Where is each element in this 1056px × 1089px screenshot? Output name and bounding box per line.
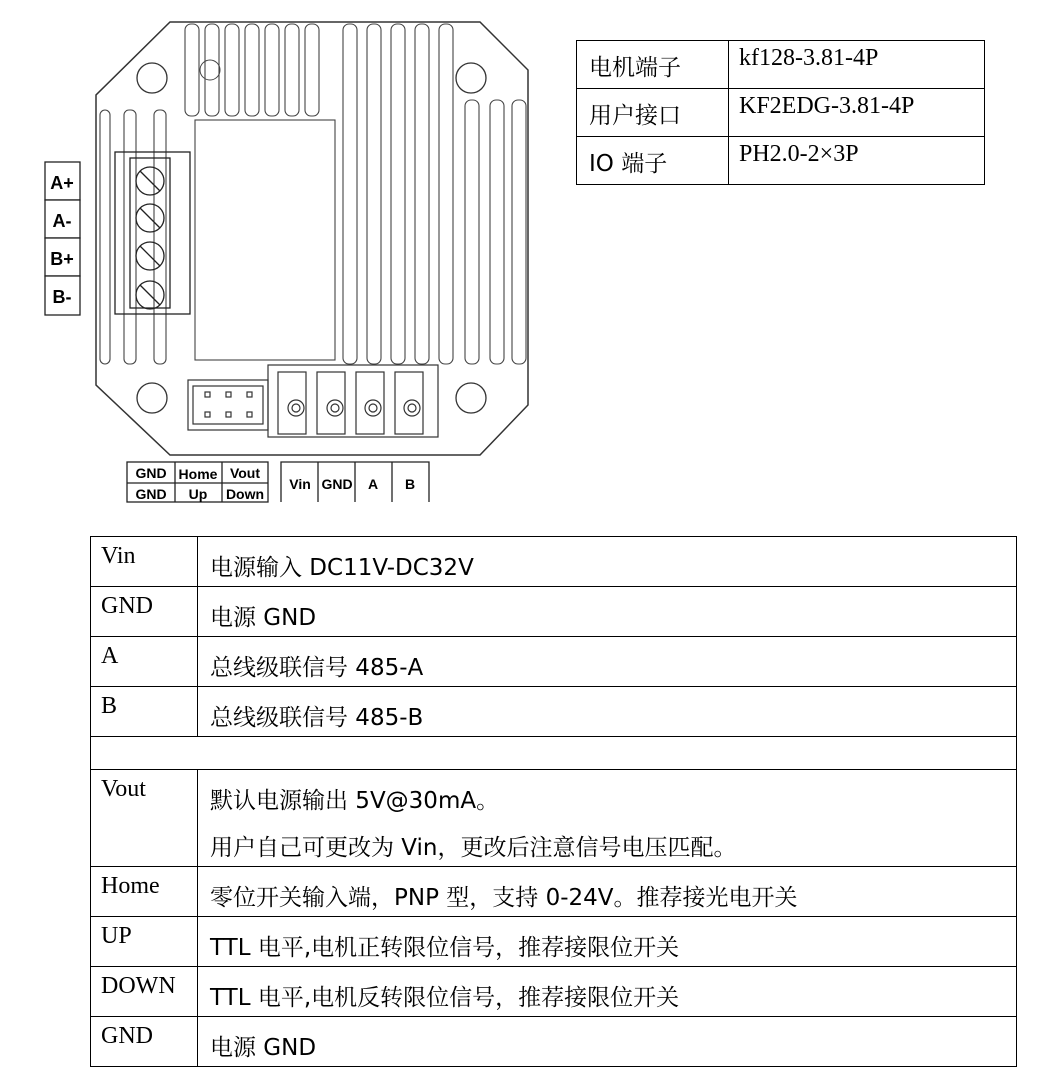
io-label-gnd-bottom: GND [135,486,167,502]
pin-desc: 零位开关输入端，PNP 型，支持 0-24V。推荐接光电开关 [198,867,1017,917]
pin-desc: 电源输入 DC11V-DC32V [198,537,1017,587]
pin-description-table [90,536,1017,1067]
pin-desc [198,770,1017,867]
table-row [91,770,1017,867]
mount-hole-br [456,383,486,413]
pin-name: GND [91,587,198,637]
spec-row [577,137,985,185]
spec-value: PH2.0-2×3P [729,137,985,185]
pin-desc-line1: 默认电源输出 5V@30mA。 [210,788,500,814]
spec-row [577,89,985,137]
spacer-cell [91,737,1017,770]
io-header [188,380,268,430]
pin-name: GND [91,1017,198,1067]
connector-spec-table [576,40,985,185]
pin-name: B [91,687,198,737]
pin-desc: TTL 电平,电机反转限位信号，推荐接限位开关 [198,967,1017,1017]
table-row [91,967,1017,1017]
table-row [91,687,1017,737]
mount-hole-tr [456,63,486,93]
table-row [91,587,1017,637]
mount-hole-bl [137,383,167,413]
table-row [91,867,1017,917]
driver-board-diagram [0,0,560,510]
pin-desc: 总线级联信号 485-A [198,637,1017,687]
pin-desc: 电源 GND [198,1017,1017,1067]
pin-name: Vout [91,770,198,867]
table-row [91,537,1017,587]
io-label-down: Down [225,486,265,502]
motor-terminal-block [115,152,190,314]
table-row [91,637,1017,687]
pin-name: A [91,637,198,687]
pin-name: Home [91,867,198,917]
spec-key: 电机端子 [577,41,729,89]
pin-desc: TTL 电平,电机正转限位信号，推荐接限位开关 [198,917,1017,967]
io-label-vout: Vout [229,465,261,481]
power-label-gnd: GND [321,476,353,492]
power-label-a: A [367,476,379,492]
motor-label-b-plus: B+ [50,249,74,269]
io-label-gnd-top: GND [135,465,167,481]
motor-label-a-minus: A- [52,211,72,231]
spec-value: kf128-3.81-4P [729,41,985,89]
spec-value: KF2EDG-3.81-4P [729,89,985,137]
io-label-home: Home [178,466,218,482]
table-row [91,917,1017,967]
pin-desc-line2: 用户自己可更改为 Vin，更改后注意信号电压匹配。 [210,835,737,861]
motor-label-b-minus: B- [52,287,72,307]
pin-name: Vin [91,537,198,587]
power-label-vin: Vin [289,476,311,492]
spec-key: IO 端子 [577,137,729,185]
power-terminal-block [268,365,438,437]
board-outline [96,22,528,455]
led-indicator [200,60,220,80]
mount-hole-tl [137,63,167,93]
pin-name: DOWN [91,967,198,1017]
table-spacer-row [91,737,1017,770]
spec-key: 用户接口 [577,89,729,137]
table-row [91,1017,1017,1067]
pin-desc: 电源 GND [198,587,1017,637]
motor-label-a-plus: A+ [50,173,74,193]
power-label-b: B [404,476,416,492]
pin-name: UP [91,917,198,967]
pin-desc: 总线级联信号 485-B [198,687,1017,737]
heatsink-fins [100,24,526,364]
spec-row [577,41,985,89]
io-label-up: Up [188,486,208,502]
